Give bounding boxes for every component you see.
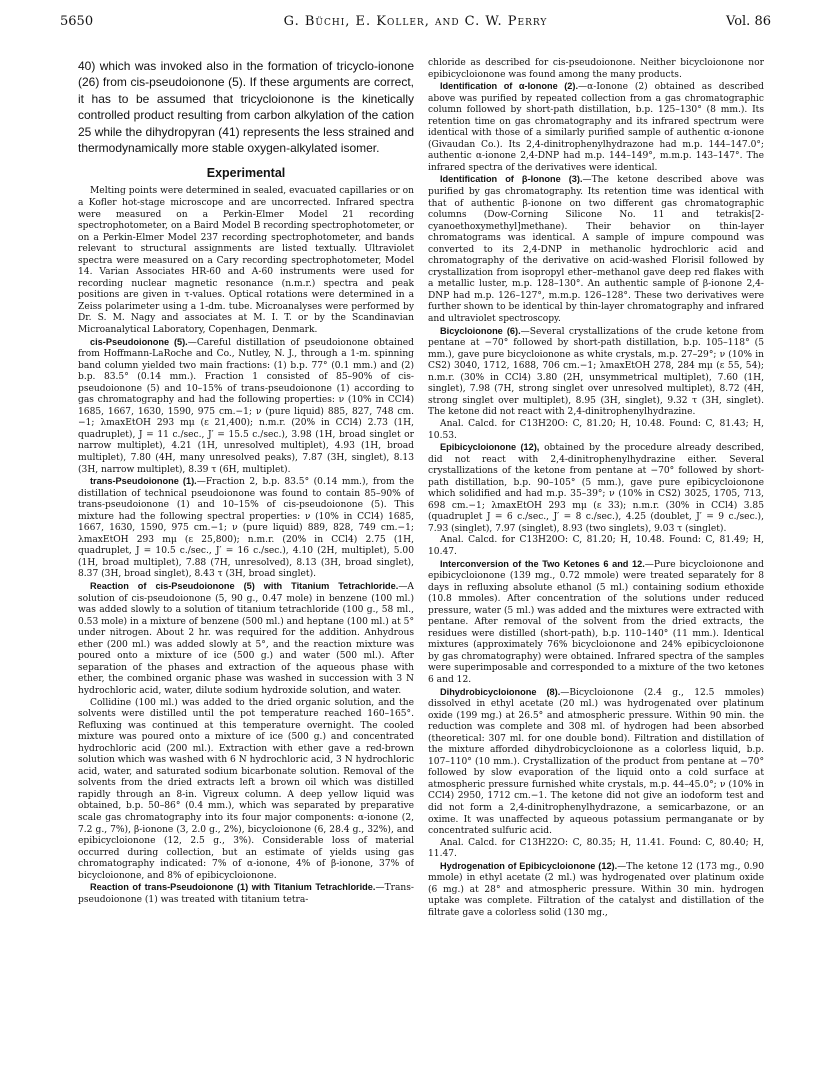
page-number: 5650 (60, 14, 94, 29)
run-in-heading: Reaction of cis-Pseudoionone (5) with Titanium Tetrachloride. (90, 581, 399, 592)
run-in-heading: Identification of α-Ionone (2). (440, 81, 579, 92)
paragraph-text: Anal. Calcd. for C13H20O: C, 81.20; H, 10.48. Found: C, 81.49; H, 10.47. (428, 535, 764, 557)
left-column (78, 58, 414, 1060)
paragraph-text: —Bicycloionone (2.4 g., 12.5 mmoles) dissolved in ethyl acetate (20 ml.) was hydrogenated over platinum oxide (199 mg.) at 26.5° and atmospheric pressure. Within 90 min. the reduction was complete and 308 ml. of hydrogen had been absorbed (theoretical: 307 ml. for one double bond). Filtration and distillation of the mixture afforded dihydrobicycloionone as a colorless liquid, b.p. 107–110° (10 mm.). Crystallization of the product from pentane at −70° followed by slow evaporation of the liquid onto a cold surface at atmospheric pressure furnished white crystals, m.p. 44–45.0°; ν (10% in CCl4) 2950, 1712 cm.−1. The ketone did not give an iodoform test and did not form a 2,4-dinitrophenylhydrazone, a semicarbazone, or an oxime. It was unaffected by aqueous potassium permanganate or by concentrated sulfuric acid. (428, 687, 764, 837)
paragraph-text: —Several crystallizations of the crude ketone from pentane at −70° followed by short-path distillation, b.p. 105–118° (5 mm.), gave pure bicycloionone as white crystals, m.p. 27–29°; ν (10% in CS2) 3040, 1712, 1688, 706 cm.−1; λmaxEtOH 278, 284 mμ (ε 55, 54); n.m.r. (30% in CCl4) 3.80 (2H, unsymmetrical multiplet), 7.60 (1H, singlet), 7.98 (7H, strong singlet over unresolved multiplet), 8.72 (4H, strong singlet over multiplet), 8.95 (3H, singlet), 9.32 τ (3H, singlet). The ketone did not react with 2,4-dinitrophenylhydrazine. (428, 326, 764, 418)
section-heading-experimental: Experimental (206, 166, 286, 181)
paragraph (428, 419, 764, 442)
paragraph-text: Collidine (100 ml.) was added to the dried organic solution, and the solvents were distilled until the pot temperature reached 160–165°. Refluxing was continued at this temperature overnight. The cooled mixture was poured onto a mixture of ice (500 g.) and concentrated hydrochloric acid (200 ml.). Extraction with ether gave a red-brown solution which was washed with 6 N hydrochloric acid, 3 N hydrochloric acid, water, and saturated sodium bicarbonate solution. Removal of the solvents from the dried extracts left a brown oil which was distilled rapidly through an 8-in. Vigreux column. A deep yellow liquid was obtained, b.p. 50–86° (0.4 mm.), which was separated by preparative scale gas chromatography into its four major components: α-ionone (2, 7.2 g., 7%), β-ionone (3, 2.0 g., 2%), bicycloionone (6, 28.4 g., 32%), and epibicycloionone (12, 2.5 g., 3%). Considerable loss of material occurred during collection, but an estimate of yields using gas chromatography indicated: 7% of α-ionone, 4% of β-ionone, 37% of bicycloionone, and 8% of epibicycloionone. (78, 697, 414, 881)
paragraph (428, 81, 764, 174)
paragraph (428, 174, 764, 325)
run-in-heading: Identification of β-Ionone (3). (440, 174, 583, 185)
left-paragraph-list (78, 186, 414, 906)
paragraph (428, 559, 764, 687)
run-in-heading: Bicycloionone (6). (440, 325, 521, 336)
run-in-heading: Reaction of trans-Pseudoionone (1) with Titanium Tetrachloride. (90, 882, 376, 893)
run-in-heading: Interconversion of the Two Ketones 6 and 12. (440, 558, 645, 569)
paragraph-text: —The ketone 12 (173 mg., 0.90 mmole) in ethyl acetate (2 ml.) was hydrogenated over platinum oxide (6 mg.) at 28° and atmospheric pressure. Within 30 min. hydrogen uptake was complete. Filtration of the catalyst and distillation of the filtrate gave a colorless solid (130 mg., (428, 861, 764, 918)
paragraph-text: Anal. Calcd. for C13H22O: C, 80.35; H, 11.41. Found: C, 80.40; H, 11.47. (428, 837, 764, 860)
paragraph (428, 326, 764, 419)
header-authors: G. Büchi, E. Koller, and C. W. Perry (283, 14, 548, 29)
paragraph (78, 186, 414, 336)
paragraph (428, 687, 764, 838)
paragraph-text: chloride as described for cis-pseudoionone. Neither bicycloionone nor epibicycloionone was found among the many products. (428, 58, 764, 80)
paragraph-text: —Fraction 2, b.p. 83.5° (0.14 mm.), from the distillation of technical pseudoionone was found to contain 85–90% of trans-pseudoionone (1) and 10–15% of cis-pseudoionone (5). This mixture had the following spectral properties: ν (10% in CCl4) 1685, 1667, 1630, 1590, 975 cm.−1; ν (pure liquid) 889, 828, 749 cm.−1; λmaxEtOH 293 mμ (ε 25,800); n.m.r. (20% in CCl4) 2.75 (1H, quadruplet, J = 10.5 c./sec., J′ = 16 c./sec.), 4.10 (2H, multiplet), 5.00 (1H, broad multiplet), 7.88 (7H, unresolved), 8.13 (3H, broad singlet), 8.37 (3H, broad singlet), 8.43 τ (3H, broad singlet). (78, 477, 414, 580)
paragraph (428, 861, 764, 920)
paragraph (428, 838, 764, 861)
paragraph (78, 882, 414, 906)
right-column (428, 58, 764, 1058)
paragraph (78, 476, 414, 581)
right-paragraph-list (428, 58, 764, 919)
paragraph-text: —The ketone described above was purified by gas chromatography. Its retention time was identical with that of authentic β-ionone on two different gas chromatographic columns (Dow-Corning Silicone No. 11 and tetrakis[2-cyanoethoxymethyl]methane). Their behavior on thin-layer chromatograms was identical. A sample of impure compound was converted to its 2,4-DNP in methanolic hydrochloric acid and chromatography of the derivative on acid-washed Florisil followed by crystallization from isopropyl ether–methanol gave deep red flakes with a metallic luster, m.p. 128–130°. An authentic sample of β-ionone 2,4-DNP had m.p. 126–127°, m.m.p. 126–128°. These two derivatives were further shown to be identical by thin-layer chromatography and infrared and ultraviolet spectroscopy. (428, 175, 764, 325)
volume-number: Vol. 86 (726, 14, 771, 29)
paragraph-text: —A solution of cis-pseudoionone (5, 90 g., 0.47 mole) in benzene (100 ml.) was added slowly to a solution of titanium tetrachloride (100 g., 58 ml., 0.53 mole) in a mixture of benzene (500 ml.) and heptane (100 ml.) at 5° under nitrogen. About 2 hr. was required for the addition. Anhydrous ether (200 ml.) was added slowly at 5°, and the reaction mixture was poured onto a mixture of ice (500 g.) and water (500 ml.). After separation of the phases and extraction of the aqueous phase with ether, the combined organic phase was washed in succession with 3 N hydrochloric acid, water, dilute sodium hydroxide solution, and water. (78, 582, 414, 696)
paragraph (428, 535, 764, 558)
paragraph-text: —Trans-pseudoionone (1) was treated with titanium tetra- (78, 883, 414, 905)
intro-paragraph: 40) which was invoked also in the formation of tricyclo-ionone (26) from cis-pseudoionone (5). If these arguments are correct, it has to be assumed that tricycloionone is the kinetically controlled product resulting from carbon alkylation of the cation 25 while the dihydropyran (41) represents the less strained and thermodynamically more stable oxygen-alkylated isomer. (78, 59, 414, 156)
run-in-heading: Hydrogenation of Epibicycloionone (12). (440, 860, 618, 871)
paragraph (78, 698, 414, 883)
run-in-heading: Epibicycloionone (12), (440, 442, 540, 453)
paragraph (428, 442, 764, 535)
paragraph-text: Melting points were determined in sealed, evacuated capillaries or on a Kofler hot-stage microscope and are uncorrected. Infrared spectra were measured on a Perkin-Elmer Model 21 recording spectrophotometer, on a Baird Model B recording spectrophotometer, or on a Perkin-Elmer Model 237 recording spectrophotometer, and bands relevant to structural assignments are listed textually. Ultraviolet spectra were measured on a Cary recording spectrophotometer, Model 14. Varian Associates HR-60 and A-60 instruments were used for recording nuclear magnetic resonance (n.m.r.) spectra and peak positions are given in τ-values. Optical rotations were determined in a Zeiss polarimeter using a 1-dm. tube. Microanalyses were performed by Dr. S. M. Nagy and associates at M. I. T. or by the Scandinavian Microanalytical Laboratory, Copenhagen, Denmark. (78, 186, 414, 335)
run-in-heading: cis-Pseudoionone (5). (90, 336, 188, 347)
paragraph-text: —Pure bicycloionone and epibicycloionone (139 mg., 0.72 mmole) were treated separately for 8 days in refluxing absolute ethanol (5 ml.) containing sodium ethoxide (10.8 mmoles). After concentration of the solutions under reduced pressure, water (5 ml.) was added and the mixtures were extracted with pentane. After removal of the solvent from the dried extracts, the residues were distilled (short-path), b.p. 110–140° (11 mm.). Identical mixtures (approximately 76% bicycloionone and 24% epibicycloionone by gas chromatography) were obtained. Infrared spectra of the samples were superimposable and corresponded to a mixture of the two ketones 6 and 12. (428, 559, 764, 685)
paragraph-text: —Careful distillation of pseudoionone obtained from Hoffmann-LaRoche and Co., Nutley, N. J., through a 1-m. spinning band column yielded two main fractions: (1) b.p. 77° (0.1 mm.) and (2) b.p. 83.5° (0.14 mm.). Fraction 1 consisted of 85–90% of cis-pseudoionone (5) and 10–15% of trans-pseudoionone (1) according to gas chromatography and had the following properties: ν (10% in CCl4) 1685, 1667, 1630, 1590, 975 cm.−1; ν (pure liquid) 885, 827, 748 cm.−1; λmaxEtOH 293 mμ (ε 21,400); n.m.r. (20% in CCl4) 2.73 (1H, quadruplet), J = 11 c./sec., J′ = 15.5 c./sec.), 3.98 (1H, broad singlet or narrow multiplet), 4.21 (1H, unresolved multiplet), 4.93 (1H, broad multiplet), 7.80 (4H, many unresolved peaks), 7.87 (3H, singlet), 8.13 (3H, narrow multiplet), 8.39 τ (6H, multiplet). (78, 337, 414, 475)
running-header (60, 14, 771, 36)
paragraph (78, 337, 414, 477)
paragraph-text: obtained by the procedure already described, did not react with 2,4-dinitrophenylhydrazine either. Several crystallizations of the ketone from pentane at −70° followed by short-path distillation, b.p. 90–105° (5 mm.), gave pure epibicycloionone which solidified and had m.p. 35–39°; ν (10% in CS2) 3025, 1705, 713, 698 cm.−1; λmaxEtOH 293 mμ (ε 33); n.m.r. (30% in CCl4) 3.85 (quadruplet J = 6 c./sec., J′ = 8 c./sec.), 4.25 (doublet, J′ = 9 c./sec.), 7.93 (singlet), 7.97 (singlet), 8.93 (two singlets), 9.03 τ (singlet). (428, 443, 764, 534)
run-in-heading: trans-Pseudoionone (1). (90, 476, 197, 487)
paragraph (78, 581, 414, 697)
run-in-heading: Dihydrobicycloionone (8). (440, 686, 561, 697)
paragraph-text: —α-Ionone (2) obtained as described above was purified by repeated collection from a gas chromatographic column followed by short-path distillation, b.p. 125–130° (8 mm.). Its retention time on gas chromatography and its infrared spectrum were identical with those of a similarly purified sample of authentic α-ionone (Givaudan Co.). Its 2,4-dinitrophenylhydrazone had m.p. 144–147.0°; authentic α-ionone 2,4-DNP had m.p. 144–149°, m.m.p. 143–147°. The infrared spectra of the derivatives were identical. (428, 82, 764, 173)
paragraph-text: Anal. Calcd. for C13H20O: C, 81.20; H, 10.48. Found: C, 81.43; H, 10.53. (428, 418, 764, 441)
paragraph (428, 58, 764, 81)
